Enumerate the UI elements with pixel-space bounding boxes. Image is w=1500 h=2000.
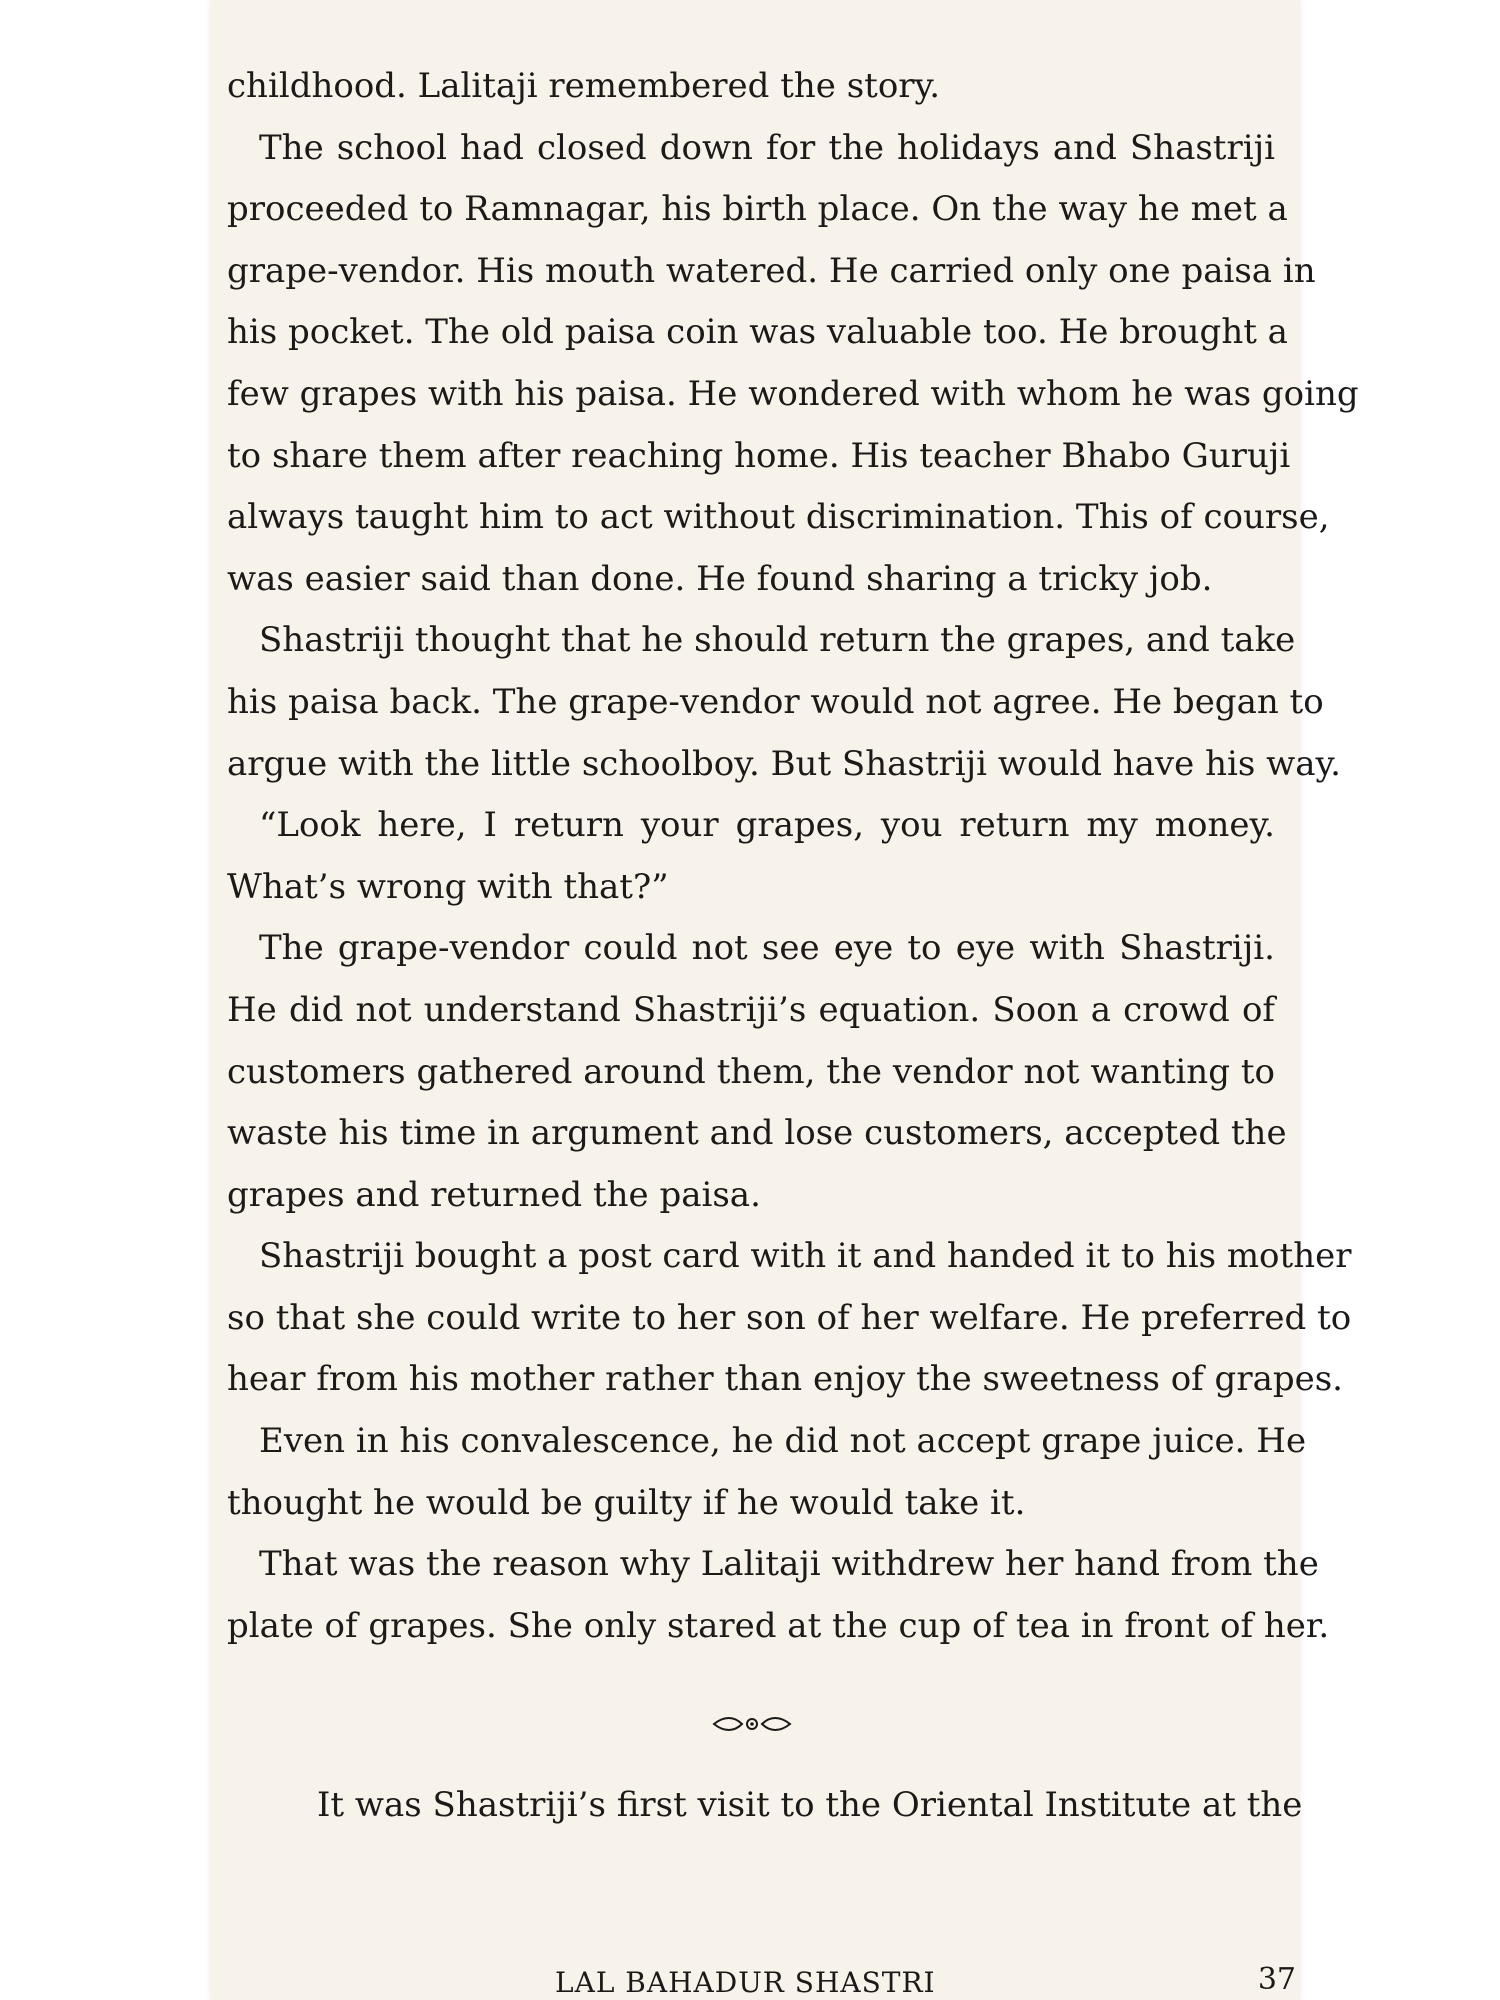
text-line: hear from his mother rather than enjoy the sweetness of grapes.	[227, 1359, 1343, 1400]
text-line: proceeded to Ramnagar, his birth place. On the way he met a	[227, 189, 1288, 230]
section-break-ornament-icon	[712, 1712, 792, 1736]
text-line: customers gathered around them, the vendor not wanting to	[227, 1051, 1275, 1092]
text-line: The grape-vendor could not see eye to eye with Shastriji.	[259, 928, 1275, 969]
text-line: thought he would be guilty if he would take it.	[227, 1482, 1026, 1523]
text-line: It was Shastriji’s first visit to the Oriental Institute at the	[317, 1785, 1303, 1826]
text-line: Even in his convalescence, he did not accept grape juice. He	[259, 1421, 1307, 1462]
text-line: The school had closed down for the holidays and Shastriji	[259, 127, 1275, 168]
page-number: 37	[1257, 1962, 1296, 1997]
text-line: was easier said than done. He found sharing a tricky job.	[227, 558, 1213, 599]
text-line: his paisa back. The grape-vendor would not agree. He began to	[227, 681, 1324, 722]
text-line: grapes and returned the paisa.	[227, 1174, 761, 1215]
body-text	[227, 56, 1359, 1837]
text-line: plate of grapes. She only stared at the cup of tea in front of her.	[227, 1605, 1330, 1646]
text-line: always taught him to act without discrimination. This of course,	[227, 497, 1330, 538]
text-line: What’s wrong with that?”	[227, 866, 669, 907]
text-line: childhood. Lalitaji remembered the story.	[227, 66, 941, 106]
text-line: waste his time in argument and lose customers, accepted the	[227, 1113, 1287, 1154]
text-line: to share them after reaching home. His teacher Bhabo Guruji	[227, 435, 1291, 476]
text-line: That was the reason why Lalitaji withdrew her hand from the	[259, 1544, 1319, 1585]
text-line: “Look here, I return your grapes, you return my money.	[259, 805, 1275, 846]
text-line: so that she could write to her son of her welfare. He preferred to	[227, 1297, 1352, 1338]
text-line: argue with the little schoolboy. But Shastriji would have his way.	[227, 743, 1341, 784]
text-line: few grapes with his paisa. He wondered with whom he was going	[227, 373, 1359, 414]
running-footer-title: LAL BAHADUR SHASTRI	[555, 1966, 936, 1999]
text-line: He did not understand Shastriji’s equation. Soon a crowd of	[227, 989, 1275, 1030]
text-line: grape-vendor. His mouth watered. He carried only one paisa in	[227, 250, 1316, 291]
text-line: Shastriji bought a post card with it and handed it to his mother	[259, 1236, 1352, 1277]
text-line: Shastriji thought that he should return the grapes, and take	[259, 620, 1296, 661]
text-line: his pocket. The old paisa coin was valuable too. He brought a	[227, 312, 1288, 353]
